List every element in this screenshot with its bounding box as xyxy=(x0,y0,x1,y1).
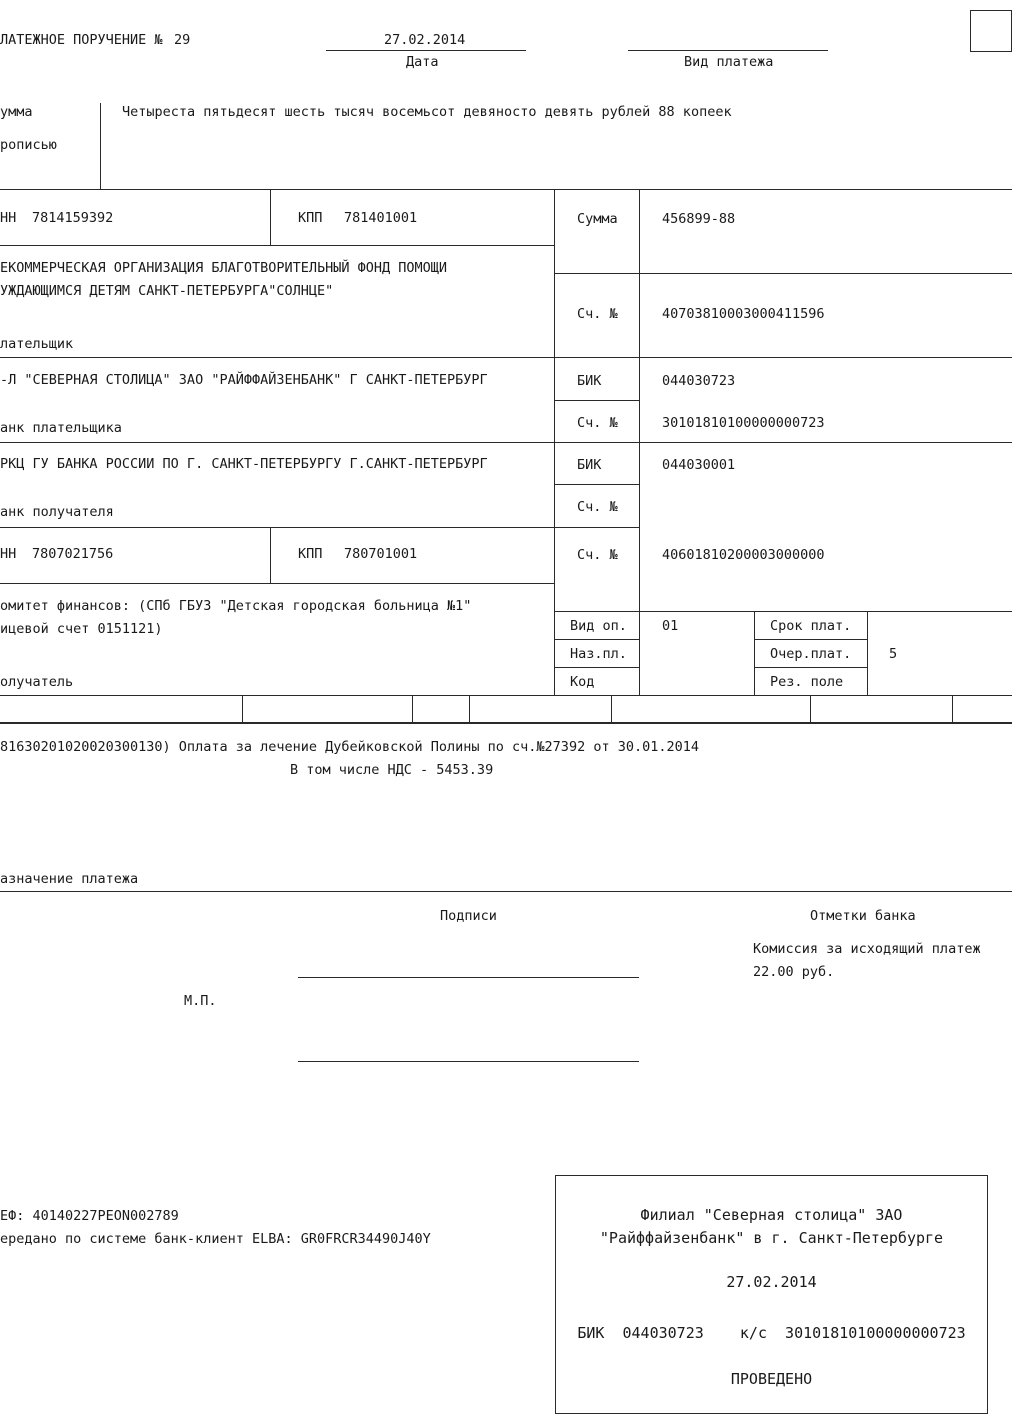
payee-inn: 7807021756 xyxy=(32,546,114,562)
grid-line xyxy=(0,583,554,584)
payer-bank-account-label: Сч. № xyxy=(577,415,618,431)
stamp-bik: 044030723 xyxy=(622,1324,704,1342)
payer-bank-caption: анк плательщика xyxy=(0,420,122,436)
bank-stamp xyxy=(555,1175,988,1414)
grid-line xyxy=(0,357,1012,358)
payee-bank-bik-label: БИК xyxy=(577,457,602,473)
tax-field-divider xyxy=(412,695,413,722)
payee-bank-caption: анк получателя xyxy=(0,504,114,520)
stamp-bik-row xyxy=(556,1323,987,1343)
stamp-place-label: М.П. xyxy=(184,993,217,1009)
grid-line xyxy=(754,667,867,668)
document-date: 27.02.2014 xyxy=(384,32,466,48)
tax-field-divider xyxy=(469,695,470,722)
payee-inn-label: НН xyxy=(0,546,17,562)
payee-account: 40601810200003000000 xyxy=(662,547,825,563)
stamp-ks: 30101810100000000723 xyxy=(785,1324,966,1342)
amount-words-value: Четыреста пятьдесят шесть тысяч восемьсот девяносто девять рублей 88 копеек xyxy=(122,104,732,120)
grid-line xyxy=(0,695,1012,696)
stamp-ks-label: к/с xyxy=(739,1324,767,1342)
term-label: Срок плат. xyxy=(770,618,852,634)
grid-line xyxy=(554,400,639,401)
stamp-bik-label: БИК xyxy=(577,1324,605,1342)
op-type-value: 01 xyxy=(662,618,679,634)
priority-value: 5 xyxy=(889,646,898,662)
sum-label: Сумма xyxy=(577,211,618,227)
grid-line xyxy=(554,639,639,640)
code-label: Код xyxy=(570,674,595,690)
stamp-branch-line-1: Филиал "Северная столица" ЗАО xyxy=(640,1206,903,1224)
signature-line-1 xyxy=(298,977,639,978)
payment-type-caption: Вид платежа xyxy=(684,54,774,70)
amount-words-label-2: рописью xyxy=(0,137,57,153)
purpose-bottom-line xyxy=(0,891,1012,892)
payer-bank-bik: 044030723 xyxy=(662,373,736,389)
reserve-label: Рез. поле xyxy=(770,674,844,690)
payer-account-label: Сч. № xyxy=(577,306,618,322)
tax-field-divider xyxy=(810,695,811,722)
purpose-line-2: В том числе НДС - 5453.39 xyxy=(290,762,494,778)
grid-line xyxy=(0,189,1012,190)
payee-kpp-label: КПП xyxy=(298,546,323,562)
signature-line-2 xyxy=(298,1061,639,1062)
grid-line xyxy=(754,611,755,695)
signatures-caption: Подписи xyxy=(440,908,497,924)
payee-bank-account-label: Сч. № xyxy=(577,499,618,515)
purpose-line-1: 816302010200203001З0) Оплата за лечение Дубейковской Полины по сч.№27392 от 30.01.2014 xyxy=(0,739,699,755)
op-type-label: Вид оп. xyxy=(570,618,627,634)
grid-line xyxy=(554,484,639,485)
payee-name-2: ицевой счет 0151121) xyxy=(0,621,163,637)
document-title: ЛАТЕЖНОЕ ПОРУЧЕНИЕ № xyxy=(0,32,163,48)
payer-kpp: 781401001 xyxy=(344,210,418,226)
payment-type-underline xyxy=(628,50,828,51)
payer-kpp-label: КПП xyxy=(298,210,323,226)
payee-name-1: омитет финансов: (СПб ГБУЗ "Детская городская больница №1" xyxy=(0,598,472,614)
payer-account: 40703810003000411596 xyxy=(662,306,825,322)
grid-line xyxy=(270,527,271,583)
reference-number: ЕФ: 40140227PEON002789 xyxy=(0,1208,179,1224)
document-number: 29 xyxy=(174,32,191,48)
payee-kpp: 780701001 xyxy=(344,546,418,562)
grid-line xyxy=(554,273,1012,274)
payer-inn: 7814159392 xyxy=(32,210,114,226)
grid-line xyxy=(554,611,1012,612)
sum-value: 456899-88 xyxy=(662,211,736,227)
payer-name-2: УЖДАЮЩИМСЯ ДЕТЯМ САНКТ-ПЕТЕРБУРГА"СОЛНЦЕ" xyxy=(0,283,334,299)
date-caption: Дата xyxy=(406,54,439,70)
payer-caption: лательщик xyxy=(0,336,74,352)
grid-line xyxy=(0,527,639,528)
commission-line-2: 22.00 руб. xyxy=(753,964,835,980)
payer-bank-bik-label: БИК xyxy=(577,373,602,389)
payer-bank-name: -Л "СЕВЕРНАЯ СТОЛИЦА" ЗАО "РАЙФФАЙЗЕНБАНК" Г САНКТ-ПЕТЕРБУРГ xyxy=(0,372,488,388)
form-code-box xyxy=(970,10,1012,52)
grid-line xyxy=(0,442,1012,443)
grid-line xyxy=(867,611,868,695)
priority-label: Очер.плат. xyxy=(770,646,852,662)
transfer-note: ередано по системе банк-клиент ELBA: GR0FRCR34490J40Y xyxy=(0,1231,431,1247)
payee-bank-bik: 044030001 xyxy=(662,457,736,473)
payer-bank-account: 30101810100000000723 xyxy=(662,415,825,431)
payer-inn-label: НН xyxy=(0,210,17,226)
payee-caption: олучатель xyxy=(0,674,74,690)
tax-field-divider xyxy=(611,695,612,722)
payee-account-label: Сч. № xyxy=(577,547,618,563)
tax-field-divider xyxy=(952,695,953,722)
commission-line-1: Комиссия за исходящий платеж xyxy=(753,941,981,957)
bank-marks-caption: Отметки банка xyxy=(810,908,916,924)
grid-line xyxy=(754,639,867,640)
amount-words-divider xyxy=(100,103,101,189)
purpose-code-label: Наз.пл. xyxy=(570,646,627,662)
tax-field-divider xyxy=(242,695,243,722)
purpose-caption: азначение платежа xyxy=(0,871,139,887)
amount-words-label-1: умма xyxy=(0,104,33,120)
grid-line xyxy=(0,722,1012,724)
stamp-branch-line-2: "Райффайзенбанк" в г. Санкт-Петербурге xyxy=(599,1229,944,1247)
grid-line xyxy=(270,189,271,245)
grid-line xyxy=(554,667,639,668)
date-underline xyxy=(326,50,526,51)
stamp-date: 27.02.2014 xyxy=(726,1273,817,1291)
stamp-status: ПРОВЕДЕНО xyxy=(730,1370,813,1388)
grid-line xyxy=(0,245,554,246)
payee-bank-name: РКЦ ГУ БАНКА РОССИИ ПО Г. САНКТ-ПЕТЕРБУРГУ Г.САНКТ-ПЕТЕРБУРГ xyxy=(0,456,488,472)
payer-name-1: ЕКОММЕРЧЕСКАЯ ОРГАНИЗАЦИЯ БЛАГОТВОРИТЕЛЬНЫЙ ФОНД ПОМОЩИ xyxy=(0,260,448,276)
